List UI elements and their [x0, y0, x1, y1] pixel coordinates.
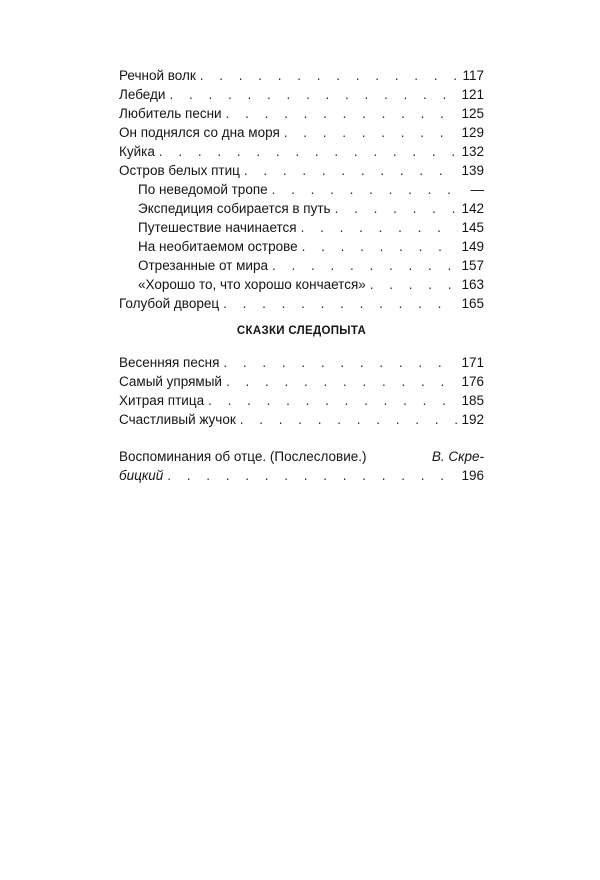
- dot-leader: [226, 372, 459, 391]
- toc-entry-happy-beetle: [119, 410, 484, 429]
- table-of-contents: [119, 66, 484, 485]
- toc-entry-page: 171: [461, 355, 484, 370]
- toc-subentry-journey-begins: [119, 218, 484, 237]
- dot-leader: [301, 218, 459, 237]
- toc-entry-spring-song: [119, 353, 484, 372]
- toc-entry-page: 176: [461, 374, 484, 389]
- toc-entry-title: Любитель песни: [119, 106, 222, 121]
- toc-entry-author: В. Скре-: [431, 449, 484, 464]
- toc-entry-page: 196: [461, 468, 484, 483]
- dot-leader: [302, 237, 459, 256]
- toc-entry-title: По неведомой тропе: [138, 182, 268, 197]
- toc-entry-page: 125: [461, 106, 484, 121]
- toc-subentry-expedition: [119, 199, 484, 218]
- toc-entry-page: 139: [461, 163, 484, 178]
- toc-entry-title: «Хорошо то, что хорошо кончается»: [138, 277, 366, 292]
- dot-leader: [284, 123, 459, 142]
- dot-leader: [370, 275, 459, 294]
- toc-entry-title: Самый упрямый: [119, 374, 222, 389]
- toc-entry-page: 117: [462, 68, 484, 83]
- toc-entry-rose-from-sea: [119, 123, 484, 142]
- toc-entry-page: 165: [461, 296, 484, 311]
- toc-entry-title: Остров белых птиц: [119, 163, 240, 178]
- toc-entry-title: Счастливый жучок: [119, 412, 236, 427]
- toc-entry-song-lover: [119, 104, 484, 123]
- toc-entry-page: 163: [461, 277, 484, 292]
- toc-entry-page: 149: [461, 239, 484, 254]
- toc-entry-title: На необитаемом острове: [138, 239, 298, 254]
- toc-entry-swans: [119, 85, 484, 104]
- toc-entry-afterword-line1: [119, 447, 484, 466]
- dot-leader: [240, 410, 459, 429]
- toc-subentry-deserted-island: [119, 237, 484, 256]
- dot-leader: [226, 104, 459, 123]
- toc-subentry-all-ends-well: [119, 275, 484, 294]
- toc-entry-title: Воспоминания об отце. (Послесловие.): [119, 449, 367, 464]
- dot-leader: [272, 256, 459, 275]
- toc-entry-river-wolf: [119, 66, 484, 85]
- toc-entry-most-stubborn: [119, 372, 484, 391]
- toc-subentry-unknown-path: [119, 180, 484, 199]
- toc-entry-white-birds-island: [119, 161, 484, 180]
- toc-entry-page: 145: [461, 220, 484, 235]
- toc-entry-title: Речной волк: [119, 68, 196, 83]
- toc-entry-cunning-bird: [119, 391, 484, 410]
- toc-entry-page: 192: [461, 412, 484, 427]
- dot-leader: [223, 294, 458, 313]
- dot-leader: [159, 142, 459, 161]
- toc-entry-title: Весенняя песня: [119, 355, 220, 370]
- toc-entry-page: 185: [461, 393, 484, 408]
- toc-entry-title: Отрезанные от мира: [138, 258, 268, 273]
- toc-entry-author: бицкий: [119, 468, 164, 483]
- toc-entry-afterword-line2: [119, 466, 484, 485]
- toc-entry-blue-palace: [119, 294, 484, 313]
- dot-leader: [335, 199, 459, 218]
- toc-entry-page: 142: [461, 201, 484, 216]
- toc-entry-title: Лебеди: [119, 87, 166, 102]
- dot-leader: [200, 66, 460, 85]
- toc-entry-title: Путешествие начинается: [138, 220, 297, 235]
- toc-entry-title: Экспедиция собирается в путь: [138, 201, 331, 216]
- toc-entry-page: 129: [461, 125, 484, 140]
- toc-entry-title: Хитрая птица: [119, 393, 205, 408]
- toc-entry-title: Он поднялся со дна моря: [119, 125, 280, 140]
- toc-entry-page: 121: [461, 87, 484, 102]
- section-heading: СКАЗКИ СЛЕДОПЫТА: [236, 325, 367, 337]
- dot-leader: [208, 391, 458, 410]
- toc-entry-kuika: [119, 142, 484, 161]
- dot-leader: [169, 85, 458, 104]
- toc-subentry-cut-off: [119, 256, 484, 275]
- dot-leader: [272, 180, 461, 199]
- dot-leader: [167, 466, 458, 485]
- toc-entry-page: 132: [461, 144, 484, 159]
- toc-entry-title: Голубой дворец: [119, 296, 220, 311]
- dot-leader: [244, 161, 459, 180]
- toc-entry-title: Куйка: [119, 144, 155, 159]
- toc-entry-page: —: [470, 182, 484, 197]
- toc-entry-page: 157: [461, 258, 484, 273]
- dot-leader: [223, 353, 458, 372]
